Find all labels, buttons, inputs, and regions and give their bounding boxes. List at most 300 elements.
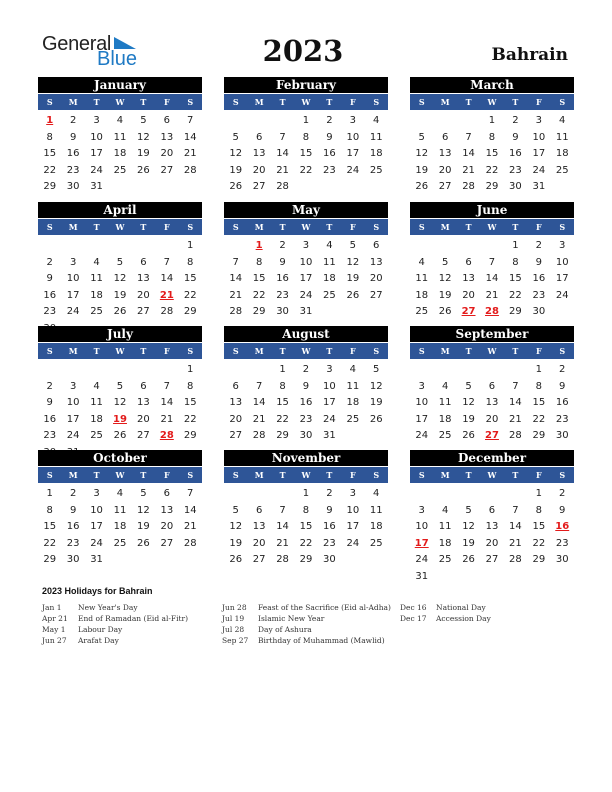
day-cell: 14 [252, 397, 266, 408]
weekday-label: T [279, 346, 286, 356]
weekday-label: T [465, 346, 472, 356]
holiday-name: National Day [436, 603, 486, 612]
day-cell: 21 [509, 537, 522, 549]
day-cell: 31 [90, 181, 103, 192]
day-cell: 24 [415, 554, 429, 565]
empty-cell [224, 113, 247, 130]
month-header: July [38, 326, 202, 343]
day-cell: 7 [187, 115, 194, 126]
empty-cell [85, 362, 108, 379]
day-cell: 20 [252, 164, 266, 176]
logo-text-blue: Blue [97, 48, 138, 70]
day-cell: 9 [69, 131, 77, 143]
day-cell: 7 [163, 380, 170, 392]
day-cell: 26 [137, 164, 150, 176]
day-cell: 23 [555, 537, 569, 549]
day-cell: 21 [509, 413, 522, 425]
day-grid [224, 235, 388, 321]
empty-cell [247, 113, 270, 130]
day-grid [38, 359, 202, 461]
day-cell: 10 [415, 397, 429, 408]
holidays-title: 2023 Holidays for Bahrain [42, 586, 153, 596]
day-cell: 20 [485, 537, 499, 549]
day-cell: 24 [66, 430, 80, 441]
day-cell: 14 [462, 148, 475, 159]
day-cell: 6 [140, 380, 147, 392]
month-june [410, 202, 574, 321]
weekday-label: W [487, 97, 497, 107]
month-april [38, 202, 202, 337]
weekday-bar [224, 343, 388, 359]
day-cell: 7 [512, 504, 519, 516]
weekday-label: F [163, 97, 170, 107]
day-cell: 8 [46, 504, 53, 516]
weekday-label: W [301, 97, 311, 107]
day-cell: 13 [229, 397, 243, 408]
day-cell: 17 [66, 413, 80, 425]
day-cell: 16 [66, 148, 80, 159]
empty-cell [433, 238, 456, 255]
month-header: January [38, 77, 202, 94]
day-cell: 19 [113, 289, 127, 301]
day-cell: 3 [69, 380, 77, 392]
empty-cell [457, 113, 480, 130]
holidays-section [42, 586, 582, 645]
day-cell: 17 [415, 413, 429, 425]
day-cell: 10 [532, 131, 546, 143]
day-cell: 12 [137, 131, 150, 143]
empty-cell [61, 238, 84, 255]
day-cell: 30 [66, 554, 80, 565]
day-cell: 13 [462, 273, 475, 284]
empty-cell [224, 238, 247, 255]
day-cell: 26 [462, 554, 475, 565]
day-cell: 9 [559, 380, 566, 392]
day-cell: 16 [323, 148, 336, 159]
day-cell: 30 [555, 554, 569, 565]
day-cell: 7 [255, 380, 263, 392]
weekday-label: W [115, 222, 125, 232]
day-cell: 3 [559, 240, 566, 251]
day-cell: 6 [441, 131, 449, 143]
empty-cell [271, 486, 294, 503]
weekday-label: T [93, 470, 100, 480]
weekday-label: T [512, 470, 519, 480]
day-cell: 25 [113, 164, 127, 176]
day-grid [38, 235, 202, 337]
month-header: February [224, 77, 388, 94]
weekday-label: F [349, 346, 356, 356]
weekday-bar [38, 219, 202, 235]
day-cell: 26 [113, 430, 127, 441]
day-cell: 11 [369, 131, 383, 143]
day-cell: 30 [323, 554, 336, 565]
day-cell: 24 [346, 164, 360, 176]
day-cell: 16 [299, 397, 313, 408]
holiday-day-cell: 19 [113, 413, 127, 425]
day-cell: 9 [512, 131, 519, 143]
holiday-date: Dec 16 [400, 603, 427, 612]
day-cell: 12 [229, 521, 243, 532]
day-cell: 10 [346, 504, 360, 516]
day-cell: 24 [532, 164, 546, 176]
day-cell: 21 [276, 537, 289, 549]
day-cell: 2 [69, 488, 77, 499]
weekday-label: M [440, 222, 450, 232]
day-cell: 16 [509, 148, 522, 159]
empty-cell [410, 238, 433, 255]
weekday-bar [224, 94, 388, 110]
day-cell: 27 [438, 181, 452, 192]
day-grid [38, 110, 202, 196]
day-cell: 24 [299, 289, 313, 301]
day-cell: 23 [43, 430, 57, 441]
day-cell: 8 [535, 380, 542, 392]
day-cell: 1 [535, 364, 542, 375]
day-cell: 5 [232, 131, 239, 143]
day-cell: 22 [532, 537, 546, 549]
day-cell: 2 [69, 115, 77, 126]
day-cell: 26 [229, 554, 243, 565]
day-cell: 11 [555, 131, 569, 143]
day-cell: 2 [46, 256, 53, 268]
day-cell: 20 [229, 413, 243, 425]
day-cell: 11 [346, 380, 360, 392]
day-cell: 20 [462, 289, 475, 301]
weekday-bar [410, 219, 574, 235]
empty-cell [108, 362, 131, 379]
holiday-row [42, 635, 188, 646]
day-cell: 16 [43, 289, 57, 301]
day-cell: 13 [137, 397, 150, 408]
day-cell: 31 [532, 181, 546, 192]
day-cell: 14 [183, 504, 197, 516]
day-cell: 27 [252, 554, 266, 565]
empty-cell [247, 362, 270, 379]
month-december [410, 450, 574, 585]
day-cell: 14 [276, 148, 289, 159]
day-cell: 23 [532, 289, 546, 301]
weekday-label: S [373, 470, 380, 480]
weekday-label: T [279, 470, 286, 480]
day-cell: 9 [46, 397, 53, 408]
day-cell: 4 [418, 256, 425, 268]
day-cell: 5 [349, 240, 356, 251]
day-cell: 2 [279, 240, 286, 251]
day-grid [224, 483, 388, 569]
day-cell: 24 [66, 306, 80, 317]
month-header: December [410, 450, 574, 467]
empty-cell [457, 362, 480, 379]
country-title: Bahrain [491, 45, 568, 65]
weekday-label: M [440, 97, 450, 107]
empty-cell [457, 238, 480, 255]
day-cell: 20 [369, 273, 383, 284]
day-cell: 18 [113, 521, 127, 532]
day-cell: 30 [66, 181, 80, 192]
weekday-bar [224, 219, 388, 235]
empty-cell [433, 362, 456, 379]
weekday-label: F [349, 97, 356, 107]
day-cell: 28 [276, 554, 289, 565]
weekday-label: S [232, 222, 239, 232]
day-cell: 1 [46, 488, 53, 499]
day-cell: 13 [137, 273, 150, 284]
holiday-name: End of Ramadan (Eid al-Fitr) [78, 614, 189, 623]
day-cell: 18 [438, 413, 452, 425]
weekday-label: W [115, 346, 125, 356]
day-cell: 17 [532, 148, 546, 159]
day-cell: 29 [299, 554, 313, 565]
weekday-label: S [559, 222, 566, 232]
weekday-label: S [373, 346, 380, 356]
day-cell: 17 [346, 148, 360, 159]
empty-cell [410, 362, 433, 379]
holiday-day-cell: 28 [159, 430, 174, 441]
day-cell: 25 [113, 537, 127, 549]
day-cell: 6 [465, 256, 472, 268]
day-cell: 1 [187, 240, 194, 251]
day-cell: 23 [323, 537, 336, 549]
day-cell: 21 [183, 521, 197, 532]
day-cell: 6 [488, 504, 496, 516]
day-cell: 15 [509, 273, 522, 284]
weekday-label: M [68, 470, 78, 480]
weekday-label: S [46, 470, 53, 480]
day-cell: 28 [276, 181, 289, 192]
empty-cell [480, 362, 503, 379]
day-cell: 22 [183, 289, 197, 301]
day-cell: 12 [113, 273, 127, 284]
day-cell: 26 [415, 181, 429, 192]
day-cell: 22 [299, 537, 313, 549]
day-cell: 19 [462, 413, 475, 425]
weekday-label: S [418, 222, 425, 232]
day-cell: 6 [163, 115, 170, 126]
empty-cell [247, 486, 270, 503]
holiday-row [400, 602, 491, 613]
weekday-label: T [326, 222, 333, 232]
weekday-label: T [326, 346, 333, 356]
day-cell: 4 [373, 488, 380, 499]
holiday-date: Jul 28 [222, 625, 245, 634]
day-cell: 7 [488, 256, 496, 268]
day-cell: 6 [163, 488, 170, 499]
day-cell: 12 [113, 397, 127, 408]
day-cell: 21 [485, 289, 499, 301]
day-cell: 15 [43, 521, 57, 532]
day-cell: 15 [532, 397, 546, 408]
day-cell: 21 [252, 413, 266, 425]
day-cell: 18 [113, 148, 127, 159]
day-cell: 11 [415, 273, 429, 284]
weekday-bar [38, 343, 202, 359]
day-cell: 2 [535, 240, 542, 251]
day-cell: 20 [160, 521, 174, 532]
day-cell: 7 [279, 504, 286, 516]
day-cell: 2 [302, 364, 310, 375]
day-cell: 5 [441, 256, 449, 268]
day-cell: 25 [555, 164, 569, 176]
day-cell: 18 [415, 289, 429, 301]
weekday-label: F [535, 222, 542, 232]
day-cell: 17 [346, 521, 360, 532]
month-header: August [224, 326, 388, 343]
holiday-row [222, 602, 391, 613]
day-cell: 4 [116, 115, 124, 126]
day-cell: 14 [276, 521, 289, 532]
holiday-name: Feast of the Sacrifice (Eid al-Adha) [258, 603, 391, 612]
month-header: October [38, 450, 202, 467]
holiday-day-cell: 28 [485, 306, 499, 317]
empty-cell [433, 486, 456, 503]
day-cell: 23 [555, 413, 569, 425]
weekday-label: W [487, 470, 497, 480]
empty-cell [132, 362, 155, 379]
day-cell: 10 [346, 131, 360, 143]
holiday-day-cell: 27 [461, 306, 476, 317]
day-cell: 13 [252, 521, 266, 532]
day-cell: 27 [137, 430, 150, 441]
weekday-label: S [418, 97, 425, 107]
empty-cell [410, 113, 433, 130]
day-cell: 10 [415, 521, 429, 532]
day-cell: 10 [323, 380, 336, 392]
holiday-name: Day of Ashura [258, 625, 312, 634]
weekday-label: T [326, 470, 333, 480]
day-cell: 13 [252, 148, 266, 159]
empty-cell [155, 362, 178, 379]
day-cell: 24 [323, 413, 336, 425]
day-cell: 28 [509, 554, 522, 565]
weekday-label: S [373, 97, 380, 107]
day-cell: 3 [93, 488, 100, 499]
day-cell: 21 [229, 289, 243, 301]
day-cell: 15 [276, 397, 289, 408]
day-cell: 22 [532, 413, 546, 425]
day-cell: 11 [438, 521, 452, 532]
day-cell: 19 [137, 521, 150, 532]
day-cell: 25 [369, 164, 383, 176]
day-cell: 3 [535, 115, 542, 126]
day-grid [410, 359, 574, 445]
month-october [38, 450, 202, 569]
weekday-label: F [163, 346, 170, 356]
holiday-row [42, 602, 188, 613]
weekday-label: T [465, 222, 472, 232]
day-cell: 16 [276, 273, 289, 284]
day-cell: 18 [555, 148, 569, 159]
month-january [38, 77, 202, 196]
day-cell: 29 [509, 306, 522, 317]
day-cell: 23 [66, 164, 80, 176]
day-cell: 19 [229, 164, 243, 176]
month-may [224, 202, 388, 321]
weekday-label: W [301, 222, 311, 232]
holidays-column-2 [222, 602, 391, 646]
day-cell: 6 [373, 240, 380, 251]
day-cell: 3 [349, 488, 356, 499]
day-cell: 8 [46, 131, 53, 143]
day-cell: 20 [137, 413, 150, 425]
day-cell: 12 [462, 397, 475, 408]
weekday-label: M [68, 97, 78, 107]
day-cell: 29 [43, 554, 57, 565]
day-cell: 1 [279, 364, 286, 375]
day-cell: 4 [349, 364, 356, 375]
weekday-label: W [115, 470, 125, 480]
day-cell: 5 [232, 504, 239, 516]
day-cell: 5 [140, 488, 147, 499]
day-cell: 25 [438, 554, 452, 565]
day-cell: 14 [229, 273, 243, 284]
day-cell: 11 [90, 397, 103, 408]
day-cell: 20 [438, 164, 452, 176]
day-cell: 28 [160, 306, 174, 317]
holiday-date: Sep 27 [222, 636, 249, 645]
holiday-day-cell: 16 [555, 521, 570, 532]
day-cell: 24 [90, 537, 103, 549]
holiday-date: Jul 19 [222, 614, 245, 623]
holiday-day-cell: 27 [485, 430, 499, 441]
day-cell: 31 [415, 570, 429, 582]
day-cell: 21 [462, 164, 475, 176]
weekday-label: T [93, 346, 100, 356]
day-cell: 9 [302, 380, 310, 392]
day-cell: 29 [183, 430, 197, 441]
day-cell: 22 [43, 164, 57, 176]
page-title-year: 2023 [262, 34, 344, 68]
day-cell: 9 [535, 256, 542, 268]
day-cell: 13 [485, 397, 499, 408]
day-cell: 4 [116, 488, 124, 499]
day-cell: 31 [90, 554, 103, 565]
day-cell: 1 [187, 364, 194, 375]
weekday-label: F [535, 346, 542, 356]
day-cell: 19 [415, 164, 429, 176]
empty-cell [410, 486, 433, 503]
month-header: March [410, 77, 574, 94]
day-cell: 15 [183, 273, 197, 284]
empty-cell [480, 238, 503, 255]
holiday-row [222, 624, 391, 635]
weekday-bar [224, 467, 388, 483]
day-cell: 15 [252, 273, 266, 284]
month-november [224, 450, 388, 569]
empty-cell [38, 362, 61, 379]
day-cell: 9 [326, 131, 333, 143]
weekday-label: T [93, 222, 100, 232]
month-header: September [410, 326, 574, 343]
day-cell: 22 [299, 164, 313, 176]
weekday-label: W [301, 346, 311, 356]
month-july [38, 326, 202, 461]
day-cell: 3 [326, 364, 333, 375]
day-cell: 8 [255, 256, 263, 268]
day-cell: 8 [302, 504, 310, 516]
holiday-day-cell: 1 [255, 240, 263, 251]
day-cell: 14 [485, 273, 499, 284]
day-cell: 19 [438, 289, 452, 301]
weekday-label: F [163, 222, 170, 232]
weekday-label: S [559, 97, 566, 107]
weekday-label: M [254, 346, 264, 356]
weekday-label: T [140, 470, 147, 480]
day-cell: 3 [302, 240, 310, 251]
day-cell: 8 [279, 380, 286, 392]
day-cell: 15 [43, 148, 57, 159]
day-cell: 8 [187, 256, 194, 268]
